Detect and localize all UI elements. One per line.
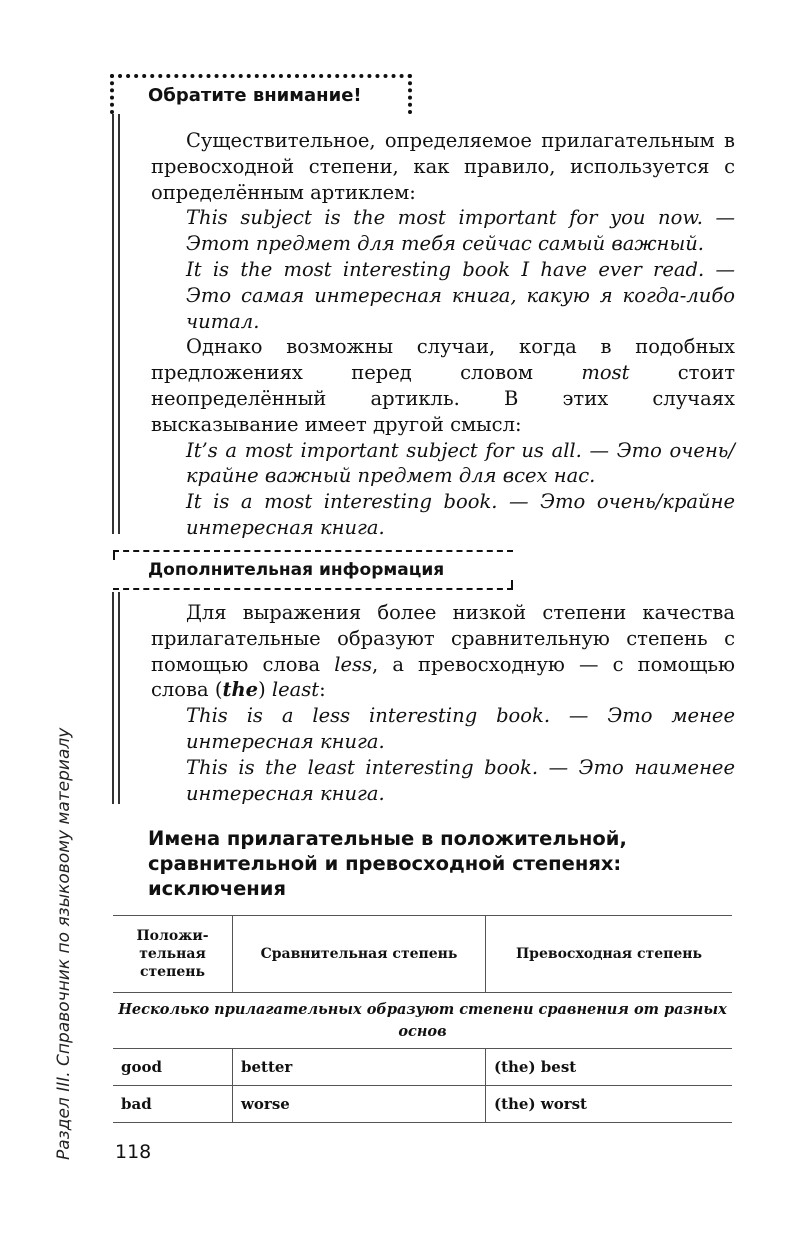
note-example-4: It is a most interesting book. — Это очень/крайне интересная книга.: [186, 490, 735, 539]
exceptions-table: [113, 915, 732, 1123]
info-paragraph: Для выражения более низкой степени качества прилагательные образуют сравнительную степень с помощью слова less, а превосходную — с помощью слова (the) least:: [151, 601, 735, 702]
info-bar-left: [112, 592, 114, 804]
note-bar-right: [118, 114, 120, 534]
table-cell: good: [113, 1049, 233, 1086]
note-paragraph-1: Существительное, определяемое прилагательным в превосходной степени, как правило, используется с определённым артиклем:: [151, 129, 735, 204]
table-header: Сравнительная степень: [233, 916, 486, 993]
note-example-1: This subject is the most important for you now. — Этот предмет для тебя сейчас самый важный.: [186, 206, 735, 256]
info-title: Дополнительная информация: [148, 560, 445, 580]
info-bar-right: [118, 592, 120, 804]
info-example-1: This is a less interesting book. — Это менее интересная книга.: [186, 704, 735, 753]
table-subheader: Несколько прилагательных образуют степени сравнения от разных основ: [113, 993, 732, 1049]
side-caption: Раздел III. Справочник по языковому материалу: [54, 727, 74, 1160]
page-number: 118: [115, 1141, 152, 1163]
table-header: Превосходная степень: [486, 916, 733, 993]
info-example-2: This is the least interesting book. — Это наименее интересная книга.: [186, 755, 735, 805]
table-cell: (the) best: [486, 1049, 733, 1086]
table-cell: better: [233, 1049, 486, 1086]
note-example-2: It is the most interesting book I have ever read. — Это самая интересная книга, какую я когда-либо читал.: [186, 257, 735, 333]
table-cell: worse: [233, 1086, 486, 1123]
table-cell: bad: [113, 1086, 233, 1123]
table-row: [113, 1086, 732, 1123]
info-body: [151, 600, 735, 806]
section-heading: Имена прилагательные в положительной, сравнительной и превосходной степенях: исключения: [148, 827, 627, 900]
table-subheader-row: [113, 993, 732, 1049]
note-paragraph-2: Однако возможны случаи, когда в подобных предложениях перед словом most стоит неопределённый артикль. В этих случаях высказывание имеет другой смысл:: [151, 335, 735, 436]
table-cell: (the) worst: [486, 1086, 733, 1123]
note-bar-left: [112, 114, 114, 534]
note-title: Обратите внимание!: [148, 85, 362, 106]
table-row: [113, 1049, 732, 1086]
note-body: [151, 128, 735, 541]
table-header-row: [113, 916, 732, 993]
note-example-3: It’s a most important subject for us all. — Это очень/крайне важный предмет для всех нас.: [186, 438, 735, 488]
table-header: Положи-тельная степень: [113, 916, 233, 993]
